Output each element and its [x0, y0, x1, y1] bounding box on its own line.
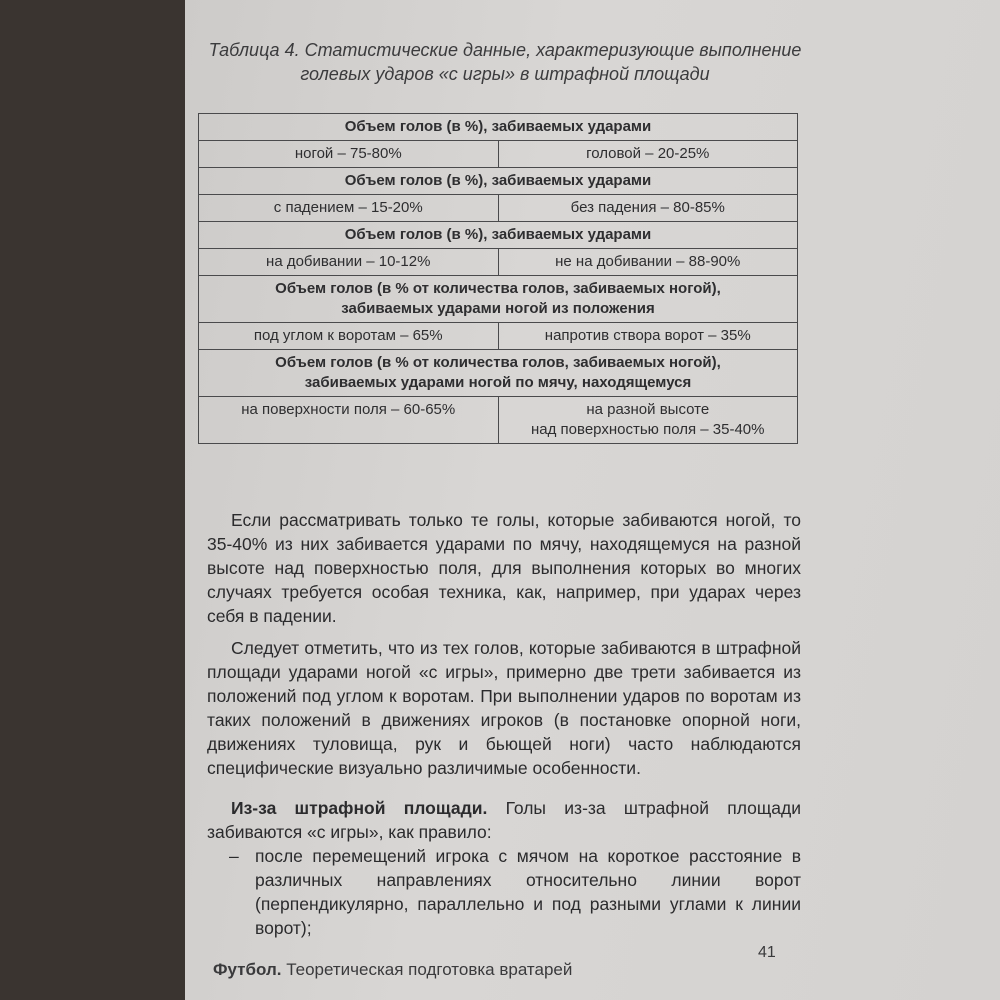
- page-number: 41: [758, 944, 776, 961]
- table-row: [199, 397, 798, 444]
- table-cell: [498, 397, 798, 444]
- body-text: [207, 508, 801, 780]
- caption-line-1: Таблица 4. Статистические данные, характеризующие выполнение: [208, 40, 802, 60]
- table-cell: ногой – 75-80%: [199, 141, 499, 168]
- table-cell: под углом к воротам – 65%: [199, 323, 499, 350]
- section-header: Объем голов (в %), забиваемых ударами: [199, 222, 798, 249]
- table-cell: напротив створа ворот – 35%: [498, 323, 798, 350]
- book-page: [185, 0, 1000, 1000]
- table-caption: [205, 38, 805, 86]
- list: [207, 844, 801, 940]
- book-subtitle: Теоретическая подготовка вратарей: [281, 960, 573, 979]
- table-row: [199, 276, 798, 323]
- list-item-text: после перемещений игрока с мячом на короткое расстояние в различных направлениях относительно линии ворот (перпендикулярно, параллельно и под разными углами к линии ворот);: [255, 846, 801, 938]
- section-header: [199, 350, 798, 397]
- table-row: [199, 195, 798, 222]
- section-heading: Из-за штрафной площади.: [231, 798, 488, 818]
- table-cell: на добивании – 10-12%: [199, 249, 499, 276]
- table-cell: с падением – 15-20%: [199, 195, 499, 222]
- list-dash: –: [229, 846, 239, 866]
- table-row: [199, 114, 798, 141]
- table-row: [199, 141, 798, 168]
- section-header-line: Объем голов (в % от количества голов, забиваемых ногой),: [275, 354, 721, 371]
- caption-line-2: голевых ударов «с игры» в штрафной площади: [300, 64, 710, 84]
- section-header-line: забиваемых ударами ногой из положения: [341, 300, 655, 317]
- table-cell: головой – 20-25%: [498, 141, 798, 168]
- table-cell: не на добивании – 88-90%: [498, 249, 798, 276]
- table-row: [199, 168, 798, 195]
- book-title: Футбол.: [213, 960, 282, 979]
- table-row: [199, 350, 798, 397]
- section-intro-text: Голы из-за штрафной площади забиваются «с игры», как правило:: [207, 798, 801, 842]
- section-from-outside-box: [207, 796, 801, 940]
- cell-line: над поверхностью поля – 35-40%: [531, 421, 765, 438]
- table-cell: без падения – 80-85%: [498, 195, 798, 222]
- section-header: Объем голов (в %), забиваемых ударами: [199, 168, 798, 195]
- paragraph: Следует отметить, что из тех голов, которые забиваются в штрафной площади ударами ногой «с игры», примерно две трети забивается из положений под углом к воротам. При выполнении ударов по воротам из таких положений в движениях игроков (в постановке опорной ноги, движениях туловища, рук и бьющей ноги) часто наблюдаются специфические визуально различимые особенности.: [207, 638, 801, 778]
- statistics-table: [198, 113, 798, 444]
- section-intro: [207, 796, 801, 844]
- section-header-line: Объем голов (в % от количества голов, забиваемых ногой),: [275, 280, 721, 297]
- table-cell: на поверхности поля – 60-65%: [199, 397, 499, 444]
- table-row: [199, 249, 798, 276]
- section-header: [199, 276, 798, 323]
- section-header: Объем голов (в %), забиваемых ударами: [199, 114, 798, 141]
- paragraph: Если рассматривать только те голы, которые забиваются ногой, то 35-40% из них забивается ударами по мячу, находящемуся на разной высоте над поверхностью поля, для выполнения которых во многих случаях требуется особая техника, как, например, при ударах через себя в падении.: [207, 510, 801, 626]
- section-header-line: забиваемых ударами ногой по мячу, находящемуся: [304, 374, 692, 391]
- cell-line: на разной высоте: [586, 401, 710, 418]
- list-item: [207, 844, 801, 940]
- running-footer: [213, 960, 773, 980]
- table-row: [199, 323, 798, 350]
- table-row: [199, 222, 798, 249]
